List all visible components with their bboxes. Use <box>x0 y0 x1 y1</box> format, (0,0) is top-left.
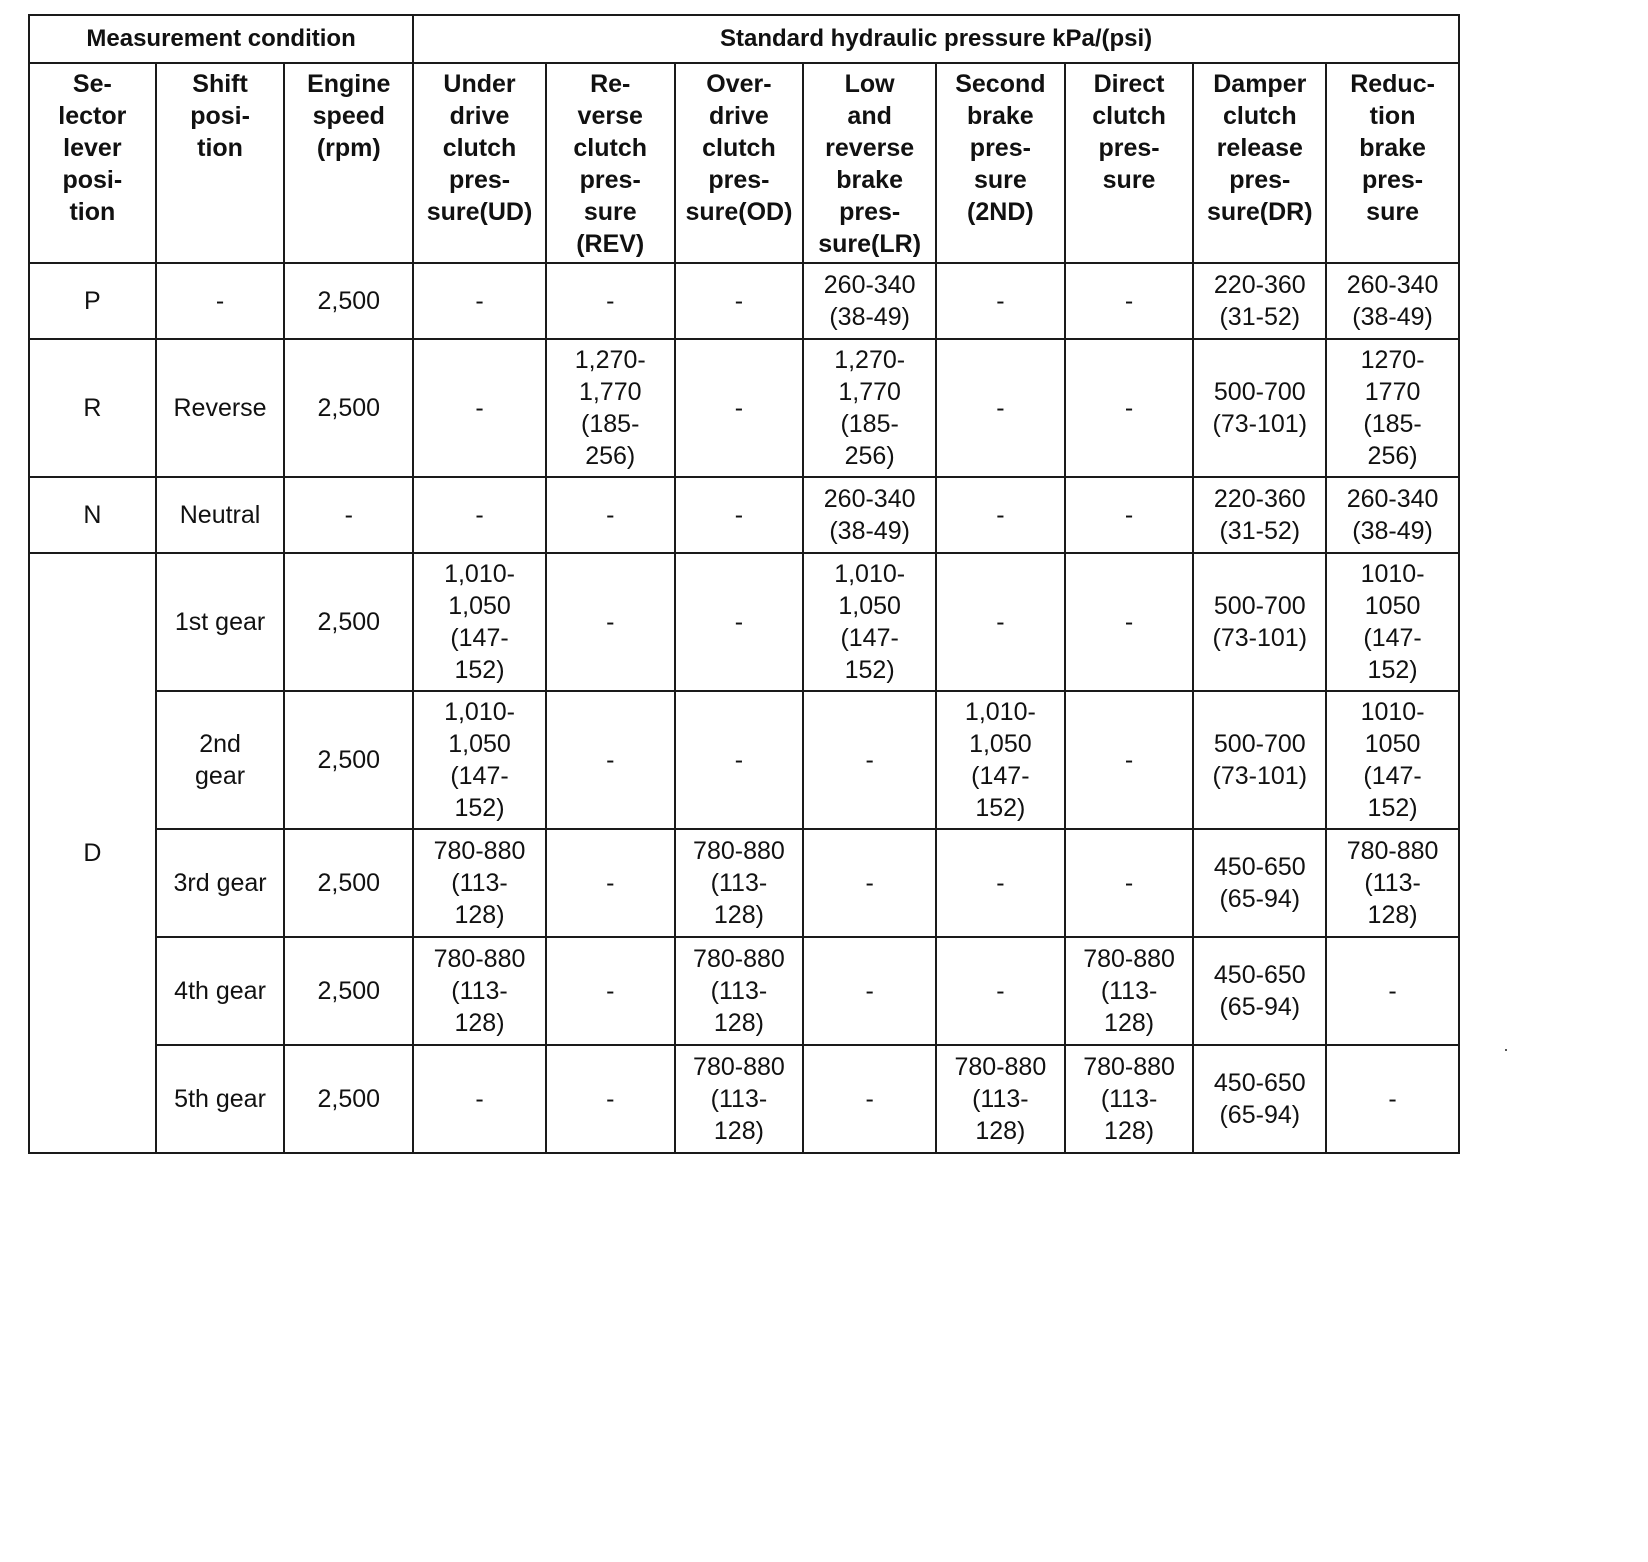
cell-rev: - <box>546 829 675 937</box>
cell-shift: Reverse <box>156 339 285 477</box>
cell-second: - <box>936 937 1065 1045</box>
cell-direct: 780-880 (113- 128) <box>1065 937 1194 1045</box>
cell-od: - <box>675 263 804 339</box>
cell-reduction: 1010- 1050 (147- 152) <box>1326 691 1459 829</box>
cell-rpm: 2,500 <box>284 691 413 829</box>
cell-ud: - <box>413 339 546 477</box>
cell-reduction: 260-340 (38-49) <box>1326 477 1459 553</box>
cell-od: 780-880 (113- 128) <box>675 937 804 1045</box>
col-header-direct-pressure: Direct clutch pres- sure <box>1065 63 1194 263</box>
cell-rpm: - <box>284 477 413 553</box>
cell-dr: 450-650 (65-94) <box>1193 829 1326 937</box>
cell-selector: R <box>29 339 156 477</box>
col-header-engine-speed: Engine speed (rpm) <box>284 63 413 263</box>
col-header-shift-position: Shift posi- tion <box>156 63 285 263</box>
cell-selector: D <box>29 553 156 1153</box>
cell-ud: - <box>413 263 546 339</box>
cell-rev: - <box>546 263 675 339</box>
table-row-p <box>29 263 1459 339</box>
cell-od: 780-880 (113- 128) <box>675 1045 804 1153</box>
cell-ud: 1,010- 1,050 (147- 152) <box>413 691 546 829</box>
cell-direct: - <box>1065 829 1194 937</box>
cell-direct: - <box>1065 691 1194 829</box>
cell-od: - <box>675 477 804 553</box>
cell-dr: 220-360 (31-52) <box>1193 263 1326 339</box>
cell-lr: - <box>803 937 936 1045</box>
col-header-selector-lever: Se- lector lever posi- tion <box>29 63 156 263</box>
col-header-reduction-pressure: Reduc- tion brake pres- sure <box>1326 63 1459 263</box>
cell-second: 780-880 (113- 128) <box>936 1045 1065 1153</box>
cell-selector: P <box>29 263 156 339</box>
cell-rpm: 2,500 <box>284 553 413 691</box>
cell-reduction: - <box>1326 1045 1459 1153</box>
table-row-n <box>29 477 1459 553</box>
cell-od: - <box>675 339 804 477</box>
cell-shift: 2nd gear <box>156 691 285 829</box>
cell-rev: - <box>546 691 675 829</box>
standard-pressure-header: Standard hydraulic pressure kPa/(psi) <box>413 15 1459 63</box>
cell-second: - <box>936 477 1065 553</box>
cell-rpm: 2,500 <box>284 829 413 937</box>
cell-second: - <box>936 553 1065 691</box>
hydraulic-pressure-table <box>28 14 1460 1154</box>
cell-reduction: - <box>1326 937 1459 1045</box>
cell-dr: 220-360 (31-52) <box>1193 477 1326 553</box>
cell-lr: - <box>803 829 936 937</box>
cell-selector: N <box>29 477 156 553</box>
cell-shift: Neutral <box>156 477 285 553</box>
table-row-d-4th <box>29 937 1459 1045</box>
cell-ud: - <box>413 477 546 553</box>
cell-lr: - <box>803 691 936 829</box>
cell-shift: 4th gear <box>156 937 285 1045</box>
cell-direct: - <box>1065 477 1194 553</box>
cell-rpm: 2,500 <box>284 263 413 339</box>
cell-od: - <box>675 691 804 829</box>
col-header-ud-pressure: Under drive clutch pres- sure(UD) <box>413 63 546 263</box>
cell-shift: 1st gear <box>156 553 285 691</box>
cell-reduction: 780-880 (113- 128) <box>1326 829 1459 937</box>
cell-reduction: 1270- 1770 (185- 256) <box>1326 339 1459 477</box>
cell-direct: - <box>1065 263 1194 339</box>
cell-od: - <box>675 553 804 691</box>
table-row-d-3rd <box>29 829 1459 937</box>
cell-lr: 260-340 (38-49) <box>803 477 936 553</box>
cell-reduction: 260-340 (38-49) <box>1326 263 1459 339</box>
col-header-od-pressure: Over- drive clutch pres- sure(OD) <box>675 63 804 263</box>
cell-shift: 3rd gear <box>156 829 285 937</box>
cell-dr: 500-700 (73-101) <box>1193 339 1326 477</box>
cell-lr: 1,270- 1,770 (185- 256) <box>803 339 936 477</box>
measurement-condition-header: Measurement condition <box>29 15 413 63</box>
cell-second: - <box>936 829 1065 937</box>
cell-dr: 500-700 (73-101) <box>1193 691 1326 829</box>
cell-direct: - <box>1065 339 1194 477</box>
cell-od: 780-880 (113- 128) <box>675 829 804 937</box>
cell-shift: - <box>156 263 285 339</box>
table-row-d-2nd <box>29 691 1459 829</box>
cell-rpm: 2,500 <box>284 937 413 1045</box>
cell-ud: - <box>413 1045 546 1153</box>
table-row-d-1st <box>29 553 1459 691</box>
table-row-d-5th <box>29 1045 1459 1153</box>
cell-second: - <box>936 339 1065 477</box>
col-header-rev-pressure: Re- verse clutch pres- sure (REV) <box>546 63 675 263</box>
cell-ud: 780-880 (113- 128) <box>413 937 546 1045</box>
cell-lr: 260-340 (38-49) <box>803 263 936 339</box>
cell-direct: 780-880 (113- 128) <box>1065 1045 1194 1153</box>
col-header-2nd-pressure: Second brake pres- sure (2ND) <box>936 63 1065 263</box>
cell-direct: - <box>1065 553 1194 691</box>
cell-rpm: 2,500 <box>284 1045 413 1153</box>
cell-rev: - <box>546 477 675 553</box>
cell-rev: - <box>546 1045 675 1153</box>
cell-rev: 1,270- 1,770 (185- 256) <box>546 339 675 477</box>
col-header-dr-pressure: Damper clutch release pres- sure(DR) <box>1193 63 1326 263</box>
cell-ud: 1,010- 1,050 (147- 152) <box>413 553 546 691</box>
cell-lr: 1,010- 1,050 (147- 152) <box>803 553 936 691</box>
cell-rpm: 2,500 <box>284 339 413 477</box>
cell-reduction: 1010- 1050 (147- 152) <box>1326 553 1459 691</box>
cell-shift: 5th gear <box>156 1045 285 1153</box>
cell-dr: 450-650 (65-94) <box>1193 937 1326 1045</box>
cell-dr: 450-650 (65-94) <box>1193 1045 1326 1153</box>
cell-dr: 500-700 (73-101) <box>1193 553 1326 691</box>
cell-ud: 780-880 (113- 128) <box>413 829 546 937</box>
cell-rev: - <box>546 937 675 1045</box>
cell-second: 1,010- 1,050 (147- 152) <box>936 691 1065 829</box>
cell-lr: - <box>803 1045 936 1153</box>
col-header-lr-pressure: Low and reverse brake pres- sure(LR) <box>803 63 936 263</box>
table-row-r <box>29 339 1459 477</box>
cell-second: - <box>936 263 1065 339</box>
cell-rev: - <box>546 553 675 691</box>
scan-speck <box>1505 1049 1507 1051</box>
